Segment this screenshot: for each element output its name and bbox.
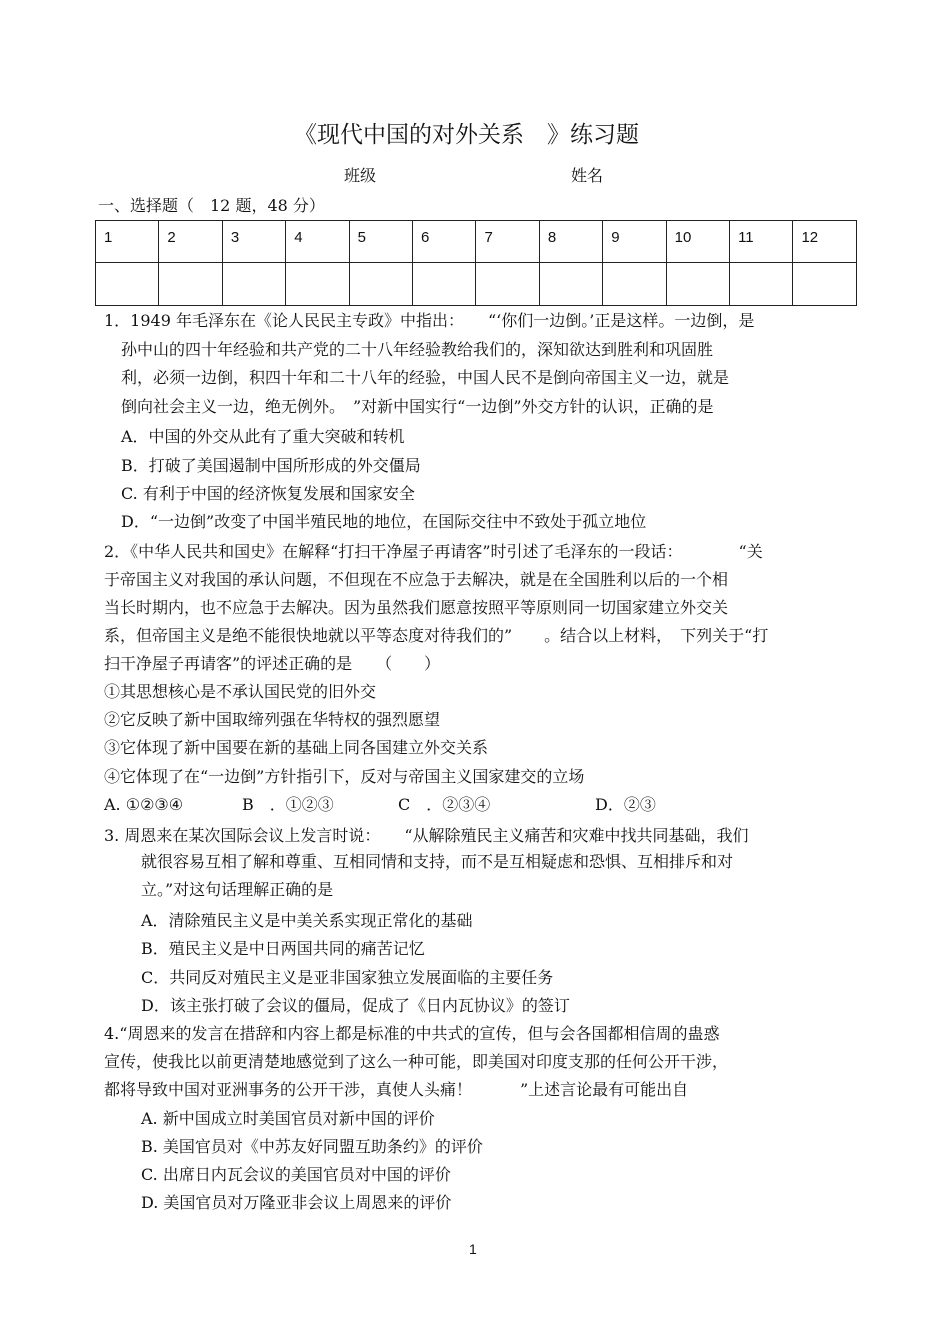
answer-number: 8 <box>539 221 602 263</box>
q2-option-b: B ．①②③ <box>242 795 334 814</box>
answer-cell[interactable] <box>793 263 857 306</box>
answer-number: 7 <box>476 221 539 263</box>
answer-number: 12 <box>793 221 857 263</box>
q1-line: 倒向社会主义一边，绝无例外。 ”对新中国实行“一边倒”外交方针的认识，正确的是 <box>121 397 714 416</box>
q2-statement: ③它体现了新中国要在新的基础上同各国建立外交关系 <box>104 738 489 757</box>
answer-cell[interactable] <box>286 263 349 306</box>
q2-statement: ②它反映了新中国取缔列强在华特权的强烈愿望 <box>104 710 441 729</box>
page-title: 《现代中国的对外关系 》练习题 <box>294 122 639 148</box>
q3-option-c: C．共同反对殖民主义是亚非国家独立发展面临的主要任务 <box>141 968 554 987</box>
name-label: 姓名 <box>571 166 604 185</box>
answer-table <box>95 220 857 306</box>
class-label: 班级 <box>344 166 377 185</box>
q2-option-d: D．②③ <box>595 795 656 814</box>
answer-cell[interactable] <box>666 263 729 306</box>
q1-option-c: C. 有利于中国的经济恢复发展和国家安全 <box>121 484 415 503</box>
q3-option-a: A．清除殖民主义是中美关系实现正常化的基础 <box>141 911 473 930</box>
q1-option-a: A．中国的外交从此有了重大突破和转机 <box>121 427 405 446</box>
q4-option-b: B. 美国官员对《中苏友好同盟互助条约》的评价 <box>141 1137 483 1156</box>
answer-number: 1 <box>96 221 159 263</box>
answer-cell[interactable] <box>476 263 539 306</box>
answer-cell[interactable] <box>222 263 285 306</box>
answer-number: 6 <box>413 221 476 263</box>
section-heading: 一、选择题（ 12 题，48 分） <box>98 196 325 215</box>
answer-cell[interactable] <box>349 263 412 306</box>
answer-number: 10 <box>666 221 729 263</box>
q2-line: 2．《中华人民共和国史》在解释“打扫干净屋子再请客”时引述了毛泽东的一段话： “关 <box>104 542 763 561</box>
answer-cell[interactable] <box>603 263 666 306</box>
answer-number: 5 <box>349 221 412 263</box>
q4-line: 4.“周恩来的发言在措辞和内容上都是标准的中共式的宣传，但与会各国都相信周的蛊惑 <box>104 1024 720 1043</box>
q4-option-c: C. 出席日内瓦会议的美国官员对中国的评价 <box>141 1165 451 1184</box>
q1-option-d: D．“一边倒”改变了中国半殖民地的地位，在国际交往中不致处于孤立地位 <box>121 512 647 531</box>
answer-cell[interactable] <box>730 263 793 306</box>
answer-number: 11 <box>730 221 793 263</box>
q3-option-d: D．该主张打破了会议的僵局，促成了《日内瓦协议》的签订 <box>141 996 570 1015</box>
q1-option-b: B．打破了美国遏制中国所形成的外交僵局 <box>121 456 421 475</box>
q4-option-d: D. 美国官员对万隆亚非会议上周恩来的评价 <box>141 1193 452 1212</box>
q4-line: 宣传，使我比以前更清楚地感觉到了这么一种可能，即美国对印度支那的任何公开干涉， <box>104 1052 729 1071</box>
q2-statement: ①其思想核心是不承认国民党的旧外交 <box>104 682 377 701</box>
q2-line: 系，但帝国主义是绝不能很快地就以平等态度对待我们的” 。结合以上材料， 下列关于“打 <box>104 626 769 645</box>
q4-line: 都将导致中国对亚洲事务的公开干涉，真使人头痛！ ”上述言论最有可能出自 <box>104 1080 689 1099</box>
q4-option-a: A. 新中国成立时美国官员对新中国的评价 <box>141 1109 435 1128</box>
answer-cell[interactable] <box>96 263 159 306</box>
q1-line: 孙中山的四十年经验和共产党的二十八年经验教给我们的，深知欲达到胜利和巩固胜 <box>121 340 714 359</box>
q2-option-c: C ．②③④ <box>398 795 491 814</box>
q2-line: 扫干净屋子再请客”的评述正确的是 （ ） <box>104 654 441 673</box>
q1-line: 利，必须一边倒，积四十年和二十八年的经验，中国人民不是倒向帝国主义一边，就是 <box>121 368 730 387</box>
q1-line: 1．1949 年毛泽东在《论人民民主专政》中指出： “‘你们一边倒。’正是这样。一边倒，是 <box>104 311 755 330</box>
q2-line: 当长时期内，也不应急于去解决。因为虽然我们愿意按照平等原则同一切国家建立外交关 <box>104 598 729 617</box>
answer-number: 2 <box>159 221 222 263</box>
q2-line: 于帝国主义对我国的承认问题，不但现在不应急于去解决，就是在全国胜利以后的一个相 <box>104 570 729 589</box>
q3-line: 立。”对这句话理解正确的是 <box>141 880 334 899</box>
q2-statement: ④它体现了在“一边倒”方针指引下，反对与帝国主义国家建交的立场 <box>104 767 585 786</box>
q3-option-b: B．殖民主义是中日两国共同的痛苦记忆 <box>141 939 425 958</box>
q3-line: 3. 周恩来在某次国际会议上发言时说： “从解除殖民主义痛苦和灾难中找共同基础，我们 <box>104 826 749 845</box>
answer-cell[interactable] <box>539 263 602 306</box>
answer-cell[interactable] <box>159 263 222 306</box>
answer-cell[interactable] <box>413 263 476 306</box>
answer-number: 4 <box>286 221 349 263</box>
q2-option-a: A. ①②③④ <box>104 795 184 814</box>
answer-number: 3 <box>222 221 285 263</box>
answer-number: 9 <box>603 221 666 263</box>
q3-line: 就很容易互相了解和尊重、互相同情和支持，而不是互相疑虑和恐惧、互相排斥和对 <box>141 852 734 871</box>
page-number: 1 <box>469 1241 477 1257</box>
